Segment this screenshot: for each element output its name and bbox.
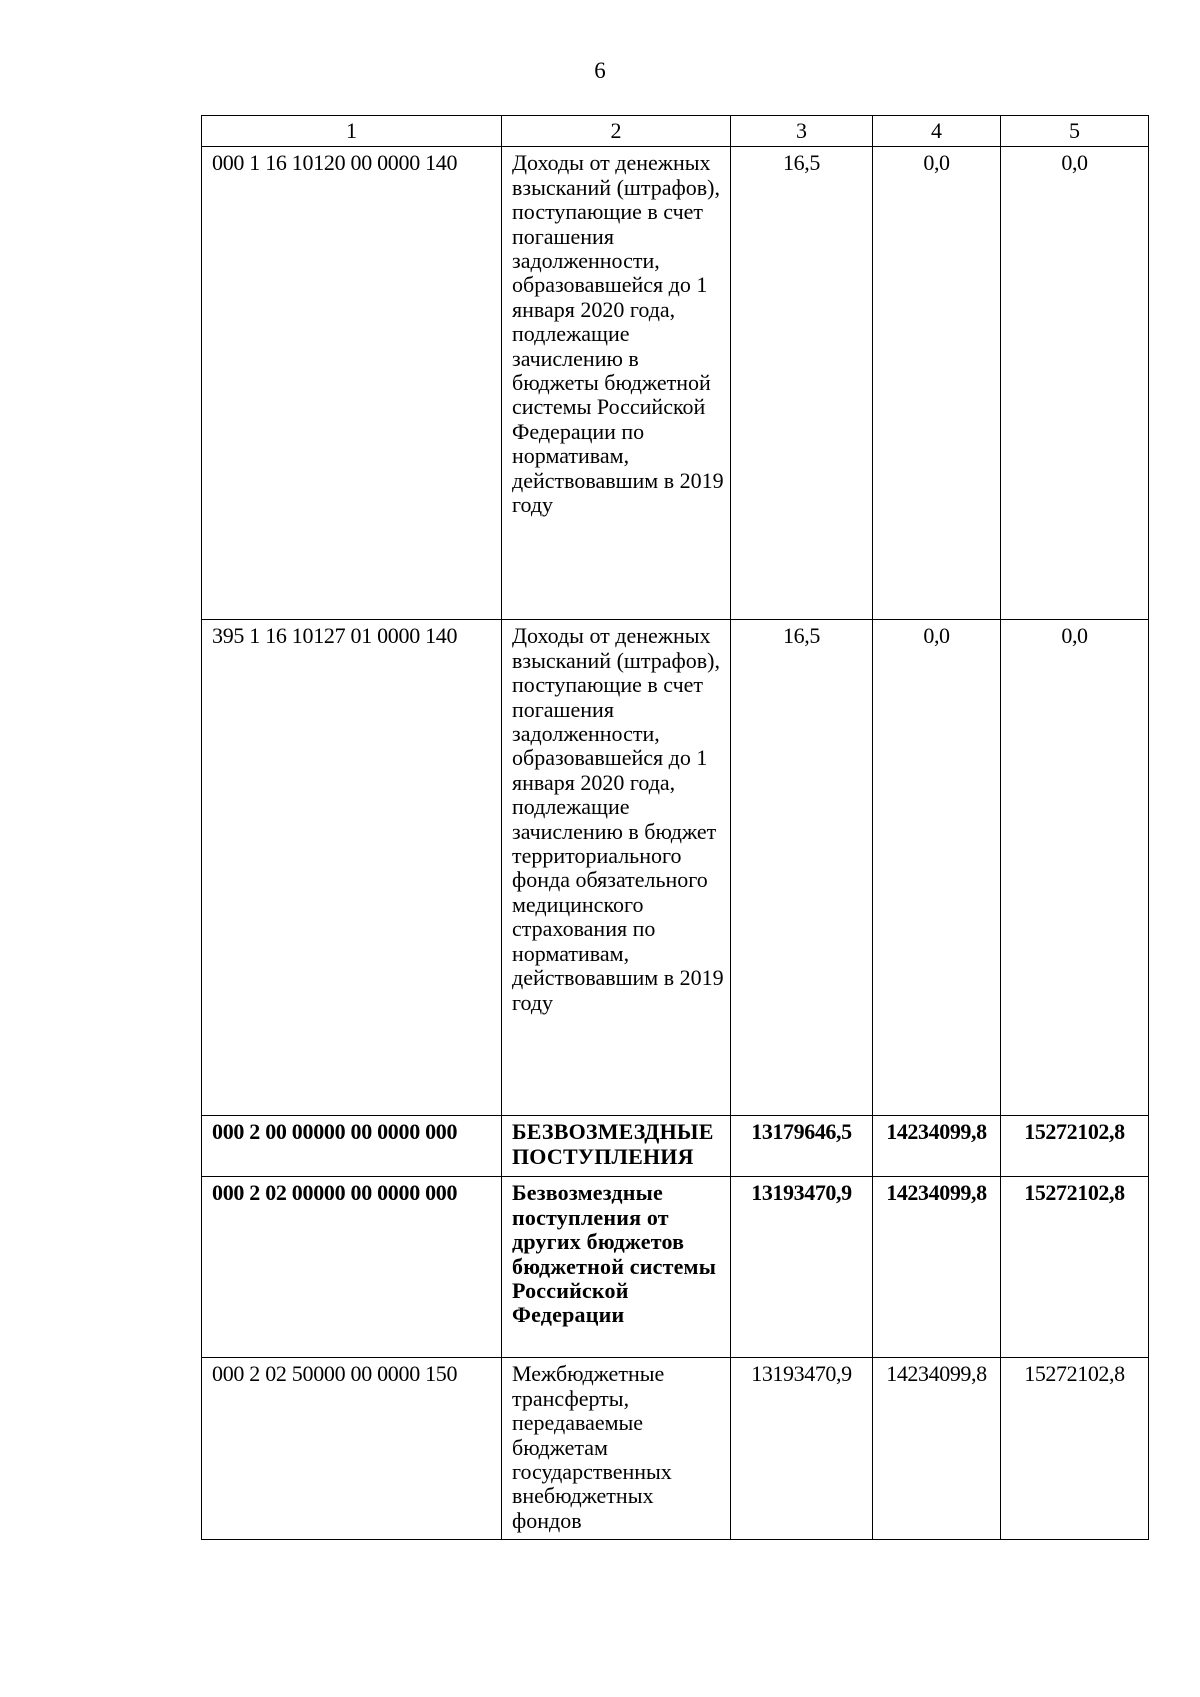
revenue-name-cell: Безвозмездные поступления от других бюджетов бюджетной системы Российской Федерации bbox=[502, 1177, 731, 1358]
value-col-5-cell: 15272102,8 bbox=[1001, 1177, 1149, 1358]
header-col-1: 1 bbox=[202, 116, 502, 147]
table-row bbox=[202, 1177, 1149, 1358]
value-col-4-cell: 14234099,8 bbox=[873, 1177, 1001, 1358]
value-col-3-cell: 13179646,5 bbox=[731, 1116, 873, 1177]
budget-code-cell: 395 1 16 10127 01 0000 140 bbox=[202, 620, 502, 1116]
value-col-3-cell: 16,5 bbox=[731, 147, 873, 620]
table-row bbox=[202, 1358, 1149, 1540]
value-col-3-cell: 16,5 bbox=[731, 620, 873, 1116]
budget-code-cell: 000 2 02 00000 00 0000 000 bbox=[202, 1177, 502, 1358]
header-col-5: 5 bbox=[1001, 116, 1149, 147]
page-number: 6 bbox=[594, 58, 606, 83]
value-col-5-cell: 0,0 bbox=[1001, 147, 1149, 620]
budget-code-cell: 000 1 16 10120 00 0000 140 bbox=[202, 147, 502, 620]
header-col-3: 3 bbox=[731, 116, 873, 147]
table-header-row bbox=[202, 116, 1149, 147]
header-col-2: 2 bbox=[502, 116, 731, 147]
header-col-4: 4 bbox=[873, 116, 1001, 147]
value-col-5-cell: 15272102,8 bbox=[1001, 1116, 1149, 1177]
table-row bbox=[202, 620, 1149, 1116]
value-col-4-cell: 14234099,8 bbox=[873, 1116, 1001, 1177]
revenue-name-cell: БЕЗВОЗМЕЗДНЫЕ ПОСТУПЛЕНИЯ bbox=[502, 1116, 731, 1177]
table-row bbox=[202, 1116, 1149, 1177]
value-col-4-cell: 0,0 bbox=[873, 147, 1001, 620]
budget-code-cell: 000 2 00 00000 00 0000 000 bbox=[202, 1116, 502, 1177]
revenue-name-cell: Межбюджетные трансферты, передаваемые бюджетам государственных внебюджетных фондов bbox=[502, 1358, 731, 1540]
value-col-3-cell: 13193470,9 bbox=[731, 1358, 873, 1540]
table-row bbox=[202, 147, 1149, 620]
value-col-5-cell: 15272102,8 bbox=[1001, 1358, 1149, 1540]
revenue-name-cell: Доходы от денежных взысканий (штрафов), поступающие в счет погашения задолженности, образовавшейся до 1 января 2020 года, подлежащие зачислению в бюджет территориального фонда обязательного медицинского страхования по нормативам, действовавшим в 2019 году bbox=[502, 620, 731, 1116]
value-col-3-cell: 13193470,9 bbox=[731, 1177, 873, 1358]
revenue-name-cell: Доходы от денежных взысканий (штрафов), поступающие в счет погашения задолженности, образовавшейся до 1 января 2020 года, подлежащие зачислению в бюджеты бюджетной системы Российской Федерации по нормативам, действовавшим в 2019 году bbox=[502, 147, 731, 620]
revenue-table bbox=[201, 115, 1149, 1540]
value-col-5-cell: 0,0 bbox=[1001, 620, 1149, 1116]
value-col-4-cell: 14234099,8 bbox=[873, 1358, 1001, 1540]
value-col-4-cell: 0,0 bbox=[873, 620, 1001, 1116]
budget-code-cell: 000 2 02 50000 00 0000 150 bbox=[202, 1358, 502, 1540]
